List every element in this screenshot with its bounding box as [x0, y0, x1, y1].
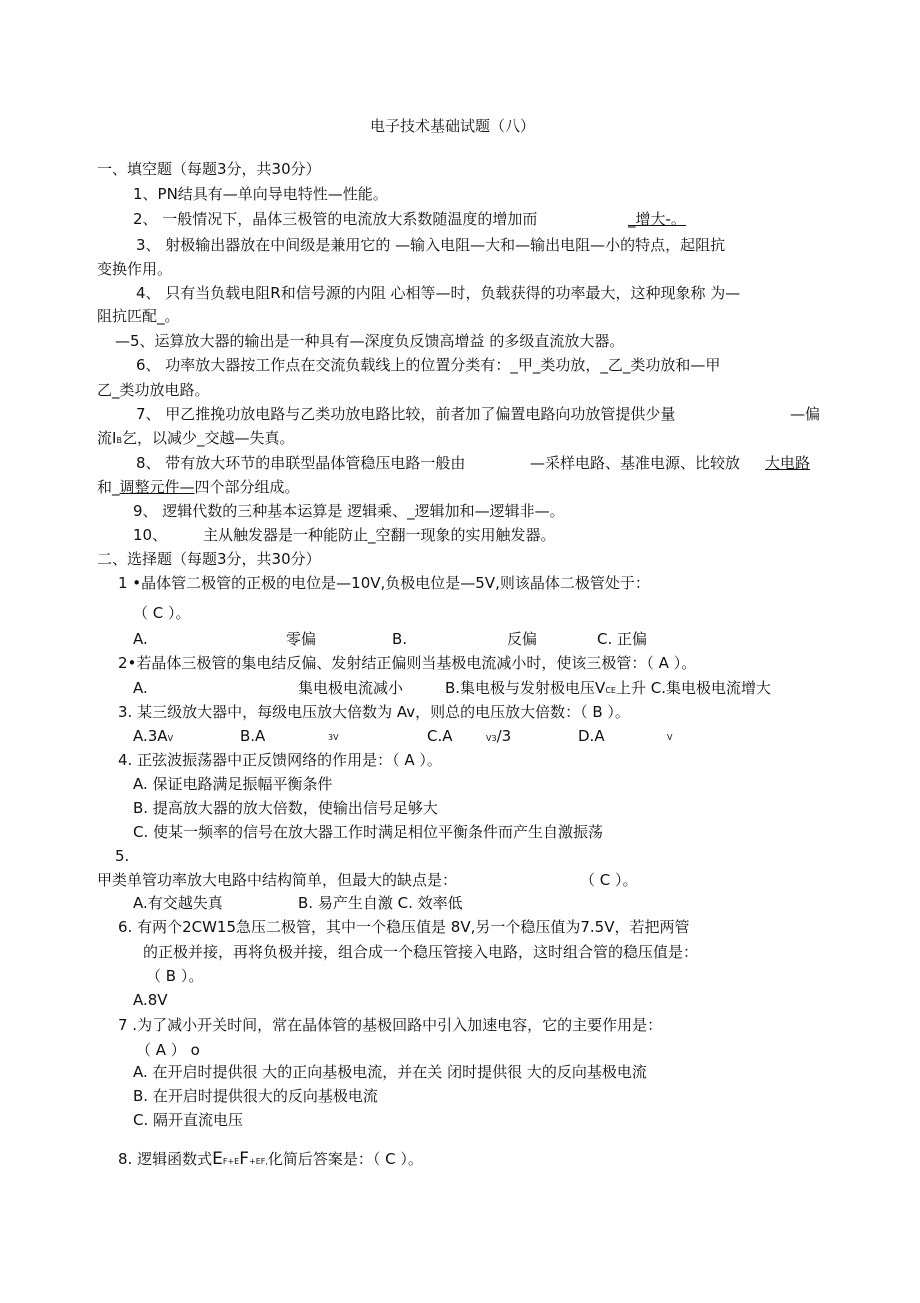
s2-q8-e1: E: [212, 1149, 223, 1169]
s1-q8-suffix: 四个部分组成。: [194, 478, 300, 496]
s2-question-5-number: 5.: [115, 847, 130, 865]
s1-question-10: 主从触发器是一种能防止_空翻一现象的实用触发器。: [203, 526, 556, 544]
s1-question-8-line1: 8、 带有放大环节的串联型晶体管稳压电路一般由: [136, 454, 466, 472]
s2-q6-option-a: A.8V: [133, 991, 168, 1009]
s1-q7-suffix: 乞，以减少_交越—失真。: [121, 429, 295, 447]
s2-q4-option-b: B. 提高放大器的放大倍数，使输出信号足够大: [133, 799, 438, 817]
s2-q3-option-d: D.A: [578, 727, 605, 745]
s2-q2-option-bc: [445, 678, 771, 701]
s2-q5-option-bc: B. 易产生自激 C. 效率低: [298, 894, 463, 912]
s1-question-10-number: 10、: [133, 526, 168, 544]
s1-question-4-line2: 阻抗匹配_。: [97, 307, 180, 325]
s2-q3-c-suffix: /3: [496, 727, 512, 745]
s2-q8-prefix: 8. 逻辑函数式: [118, 1150, 213, 1168]
s1-question-6-line1: 6、 功率放大器按工作点在交流负载线上的位置分类有：_甲_类功放，_乙_类功放和—甲: [136, 356, 721, 374]
s2-q3-c-subscript: V3: [486, 734, 497, 743]
s2-q3-a-text: A.3A: [133, 727, 168, 745]
s2-question-8: [118, 1149, 423, 1172]
s2-q1-option-c: C. 正偏: [597, 630, 648, 648]
s2-q7-option-b: B. 在开启时提供很大的反向基极电流: [133, 1087, 378, 1105]
s1-question-1: 1、PN结具有—单向导电特性—性能。: [133, 185, 388, 203]
s2-q4-option-a: A. 保证电路满足振幅平衡条件: [133, 775, 333, 793]
s1-question-5: —5、运算放大器的输出是一种具有—深度负反馈高增益 的多级直流放大器。: [115, 332, 625, 350]
s2-q2-option-a-text: 集电极电流减小: [298, 679, 404, 697]
s2-q8-sub2: +EF,: [248, 1157, 268, 1166]
s1-question-7-line1: 7、 甲乙推挽功放电路与乙类功放电路比较，前者加了偏置电路向功放管提供少量: [136, 405, 676, 423]
s2-q3-b-subscript: 3V: [328, 733, 339, 742]
s2-q3-option-b: B.A: [240, 727, 266, 745]
s2-question-5: 甲类单管功率放大电路中结构简单，但最大的缺点是：: [97, 871, 458, 889]
s1-q7-subscript: B: [116, 436, 122, 445]
s2-q8-sub1: F+E: [222, 1157, 240, 1166]
s1-question-4-line1: 4、 只有当负载电阻R和信号源的内阻 心相等—时，负载获得的功率最大，这种现象称 为—: [136, 284, 741, 302]
s2-q8-suffix: 化简后答案是：（ C ）。: [267, 1150, 423, 1168]
s2-question-6-line2: 的正极并接，再将负极并接，组合成一个稳压管接入电路，这时组合管的稳压值是：: [143, 943, 699, 961]
s2-q2-b-prefix: B.集电极与发射极电压V: [445, 679, 606, 697]
s2-question-7-answer: （ A ） o: [136, 1041, 200, 1059]
s1-question-8-line1-end: 大电路: [765, 454, 811, 472]
s2-q1-option-b-label: B.: [392, 630, 408, 648]
s2-question-1: 1 •晶体管二极管的正极的电位是—10V,负极电位是—5V,则该晶体二极管处于：: [118, 574, 650, 592]
s1-question-6-line2: 乙_类功放电路。: [97, 381, 210, 399]
s2-q2-b-subscript: CE: [605, 686, 616, 695]
s2-q1-option-a-text: 零偏: [286, 630, 317, 648]
s2-question-3: 3. 某三级放大器中，每级电压放大倍数为 Av，则总的电压放大倍数：（ B ）。: [118, 703, 630, 721]
section1-heading: 一、填空题（每题3分，共30分）: [97, 160, 321, 178]
section2-heading: 二、选择题（每题3分，共30分）: [97, 550, 321, 568]
s2-question-5-answer: （ C ）。: [580, 871, 638, 889]
s2-q4-option-c: C. 使某一频率的信号在放大器工作时满足相位平衡条件而产生自激振荡: [133, 823, 604, 841]
s1-question-7-line2: [97, 428, 294, 451]
s1-question-2: 2、 一般情况下，晶体三极管的电流放大系数随温度的增加而: [133, 210, 538, 228]
s1-question-8-line2: [97, 477, 300, 497]
s1-question-2-answer: _增大-。: [628, 210, 686, 228]
s1-question-7-line1-end: —偏: [790, 405, 821, 423]
s2-q3-option-c-tail: [486, 726, 511, 749]
s2-q8-f: F: [239, 1149, 249, 1169]
s2-q3-d-subscript: V: [667, 733, 673, 742]
s2-question-2: 2•若晶体三极管的集电结反偏、发射结正偏则当基极电流减小时，使该三极管：（ A ）。: [118, 654, 697, 672]
s1-question-3-line2: 变换作用。: [97, 260, 173, 278]
s1-question-3-line1: 3、 射极输出器放在中间级是兼用它的 —输入电阻—大和—输出电阻—小的特点，起阻抗: [136, 236, 726, 254]
s1-question-9: 9、 逻辑代数的三种基本运算是 逻辑乘、_逻辑加和—逻辑非—。: [133, 502, 565, 520]
s2-q7-option-c: C. 隔开直流电压: [133, 1111, 244, 1129]
s2-q3-a-subscript: V: [167, 734, 174, 743]
s2-question-7: 7 .为了减小开关时间，常在晶体管的基极回路中引入加速电容，它的主要作用是：: [118, 1016, 663, 1034]
s1-q8-prefix: 和_: [97, 478, 120, 496]
s2-q2-option-a-label: A.: [133, 679, 148, 697]
s2-q3-option-c: C.A: [427, 727, 453, 745]
s2-question-6-line1: 6. 有两个2CW15急压二极管，其中一个稳压值是 8V,另一个稳压值为7.5V，若把两管: [118, 918, 690, 936]
s1-q8-underlined: 调整元件—: [119, 478, 195, 496]
page-title: 电子技术基础试题（八）: [370, 117, 536, 135]
s2-q7-option-a: A. 在开启时提供很 大的正向基极电流，并在关 闭时提供很 大的反向基极电流: [133, 1063, 647, 1081]
s1-q7-prefix: 流I: [97, 429, 117, 447]
s2-q1-option-b-text: 反偏: [507, 630, 538, 648]
s2-q2-b-suffix: 上升 C.集电极电流增大: [615, 679, 771, 697]
s2-question-1-answer: （ C ）。: [133, 604, 191, 622]
s2-q1-option-a-label: A.: [133, 630, 148, 648]
s1-question-8-line1-mid: —采样电路、基准电源、比较放: [530, 454, 741, 472]
s2-question-4: 4. 正弦波振荡器中正反馈网络的作用是：（ A ）。: [118, 751, 442, 769]
s2-q3-option-a: [133, 726, 173, 749]
s2-question-6-answer: （ B ）。: [146, 967, 204, 985]
s2-q5-option-a: A.有交越失真: [133, 894, 223, 912]
